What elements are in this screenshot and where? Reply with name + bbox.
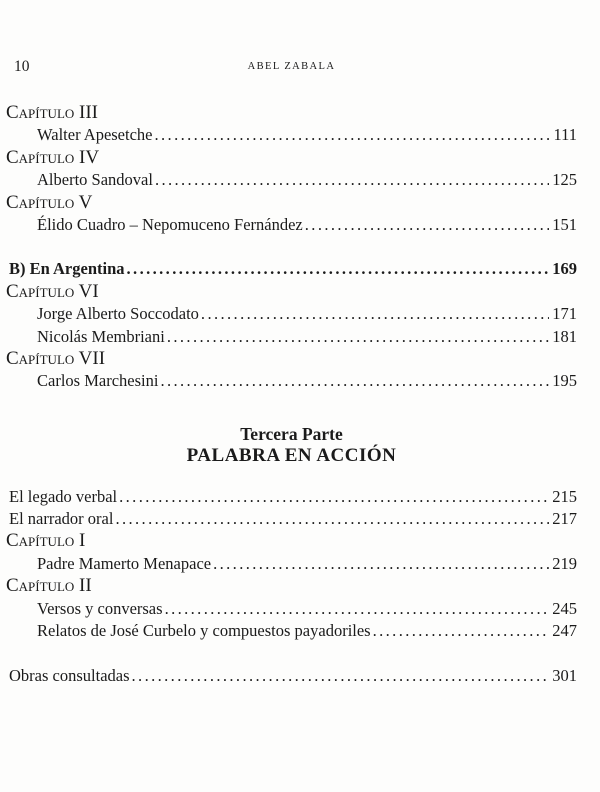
- toc-chapter-label: Capítulo II: [6, 575, 92, 597]
- toc-chapter-label: Capítulo III: [6, 102, 99, 123]
- toc-entry-row: [6, 258, 577, 280]
- dot-leader: [201, 303, 549, 325]
- toc-entry-label: Relatos de José Curbelo y compuestos payadoriles: [37, 621, 371, 641]
- toc-entry-label: Jorge Alberto Soccodato: [37, 304, 199, 324]
- toc-entry-row: [6, 326, 577, 348]
- toc-entry-page: 247: [552, 621, 577, 641]
- toc-entry-row: [6, 169, 577, 191]
- toc-entry-row: [6, 486, 577, 508]
- toc-entry-page: 217: [552, 509, 577, 529]
- toc-entry-page: 215: [552, 486, 577, 506]
- running-header-author: ABEL ZABALA: [247, 61, 336, 72]
- toc-chapter-label: Capítulo I: [6, 530, 86, 552]
- toc-entry-label: El legado verbal: [9, 486, 118, 506]
- toc-entry-row: [6, 508, 577, 530]
- toc-entry-row: [6, 303, 577, 325]
- dot-leader: [167, 326, 549, 348]
- dot-leader: [119, 486, 549, 508]
- toc-entry-row: [6, 214, 577, 236]
- dot-leader: [127, 258, 550, 280]
- dot-leader: [155, 169, 549, 191]
- toc-entry-page: 245: [552, 598, 577, 618]
- toc-chapter-label: Capítulo VII: [6, 347, 106, 369]
- toc-entry-row: [6, 598, 577, 620]
- dot-leader: [160, 370, 549, 392]
- toc-spacer: [6, 467, 577, 486]
- toc-entry-label: Nicolás Membriani: [37, 326, 165, 346]
- toc-chapter-label: Capítulo IV: [6, 146, 100, 168]
- toc-spacer: [6, 236, 577, 258]
- toc-chapter-row: [6, 147, 577, 169]
- dot-leader: [305, 214, 549, 236]
- page-number-folio: 10: [14, 58, 30, 75]
- toc-entry-label: Élido Cuadro – Nepomuceno Fernández: [37, 214, 303, 234]
- toc-spacer: [6, 393, 577, 423]
- toc-entry-page: 219: [552, 553, 577, 573]
- toc-entry-label: Obras consultadas: [9, 666, 130, 686]
- toc-chapter-row: [6, 281, 577, 303]
- toc-entry-label: Versos y conversas: [37, 598, 163, 618]
- toc-entry-label: El narrador oral: [9, 509, 114, 529]
- dot-leader: [373, 620, 550, 642]
- dot-leader: [155, 124, 551, 146]
- toc-entry-page: 195: [552, 371, 577, 391]
- toc-entry-label: Alberto Sandoval: [37, 170, 153, 190]
- table-of-contents: [6, 102, 577, 688]
- toc-entry-row: [6, 553, 577, 575]
- toc-entry-page: 171: [552, 304, 577, 324]
- toc-entry-page: 111: [553, 125, 577, 145]
- toc-chapter-row: [6, 530, 577, 552]
- toc-entry-row: [6, 370, 577, 392]
- part-heading-line1: Tercera Parte: [240, 423, 343, 444]
- toc-entry-row: [6, 665, 577, 687]
- dot-leader: [165, 598, 550, 620]
- part-heading: [6, 423, 577, 467]
- toc-entry-label: B) En Argentina: [9, 259, 125, 279]
- toc-entry-page: 301: [552, 666, 577, 686]
- toc-entry-row: [6, 620, 577, 642]
- toc-chapter-row: [6, 102, 577, 124]
- dot-leader: [213, 553, 549, 575]
- toc-entry-page: 125: [552, 170, 577, 190]
- toc-chapter-label: Capítulo V: [6, 191, 93, 213]
- toc-entry-label: Carlos Marchesini: [37, 371, 159, 391]
- toc-entry-row: [6, 124, 577, 146]
- toc-chapter-row: [6, 575, 577, 597]
- dot-leader: [115, 508, 549, 530]
- dot-leader: [132, 665, 550, 687]
- toc-chapter-label: Capítulo VI: [6, 280, 99, 302]
- toc-entry-page: 181: [552, 326, 577, 346]
- toc-entry-label: Walter Apesetche: [37, 125, 153, 145]
- toc-spacer: [6, 642, 577, 665]
- toc-chapter-row: [6, 348, 577, 370]
- toc-entry-page: 169: [552, 259, 577, 279]
- toc-chapter-row: [6, 192, 577, 214]
- toc-entry-label: Padre Mamerto Menapace: [37, 553, 212, 573]
- toc-entry-page: 151: [552, 214, 577, 234]
- part-heading-line2: PALABRA EN ACCIÓN: [186, 444, 397, 466]
- running-head: [6, 58, 577, 76]
